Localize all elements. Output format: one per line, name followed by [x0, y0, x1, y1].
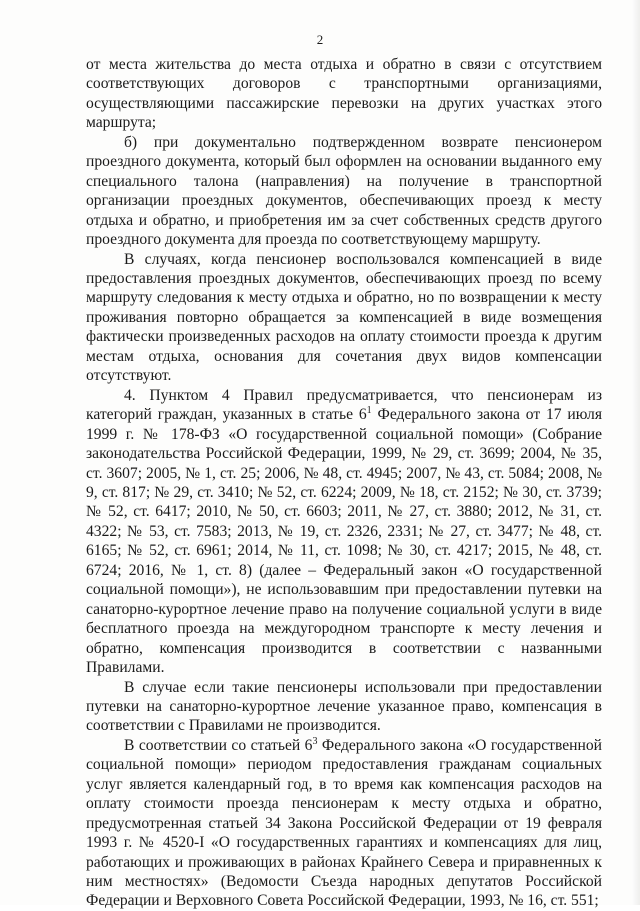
paragraph-combined-compensation	[86, 250, 602, 386]
paragraph-text: В случае если такие пенсионеры использовали при предоставлении путевки на санаторно-курортное лечение указанное право, компенсация в соответствии с Правилами не производится.	[86, 678, 602, 735]
paragraph-article-6-3	[86, 736, 602, 911]
scan-edge-shadow	[632, 0, 640, 905]
paragraph-item-b	[86, 133, 602, 250]
paragraph-text: б) при документально подтвержденном возврате пенсионером проездного документа, который был оформлен на основании выданного ему специального талона (направления) на получение в транспортной организации проездных документов, обеспечивающих проезд к месту отдыха и обратно, и приобретения им за счет собственных средств другого проездного документа для проезда по соответствующему маршруту.	[86, 133, 602, 249]
paragraph-route-continuation	[86, 55, 602, 133]
paragraph-text: Федерального закона «О государственной социальной помощи» периодом предоставления гражданам социальных услуг является календарный год, в то время как компенсация расходов на оплату стоимости проезда пенсионерам к месту отдыха и обратно, предусмотренная статьей 34 Закона Российской Федерации от 19 февраля 1993 г. № 4520-I «О государственных гарантиях и компенсациях для лиц, работающих и проживающих в районах Крайнего Севера и приравненных к ним местностях» (Ведомости Съезда народных депутатов Российской Федерации и Верховного Совета Российской Федерации, 1993, № 16, ст. 551;	[86, 736, 602, 910]
superscript: 3	[312, 735, 318, 747]
paragraph-text: В соответствии со статьей 6	[124, 736, 313, 754]
document-body	[86, 55, 602, 911]
paragraph-text: В случаях, когда пенсионер воспользовался компенсацией в виде предоставления проездных документов, обеспечивающих проезд по всему маршруту следования к месту отдыха и обратно, но по возвращении к месту проживания повторно обращается за компенсацией в виде возмещения фактически произведенных расходов на оплату стоимости проезда к другим местам отдыха, основания для сочетания двух видов компенсации отсутствуют.	[86, 250, 602, 385]
superscript: 1	[366, 404, 372, 416]
paragraph-no-compensation	[86, 678, 602, 736]
paragraph-point-4	[86, 386, 602, 678]
page-number: 2	[316, 32, 324, 47]
paragraph-text: 4. Пунктом 4 Правил предусматривается, что пенсионерам из категорий граждан, указанных в статье 6	[86, 386, 602, 424]
paragraph-text: Федерального закона от 17 июля 1999 г. № 178-ФЗ «О государственной социальной помощи» (Собрание законодательства Российской Федерации, 1999, № 29, ст. 3699; 2004, № 35, ст. 3607; 2005, № 1, ст. 25; 2006, № 48, ст. 4945; 2007, № 43, ст. 5084; 2008, № 9, ст. 817; № 29, ст. 3410; № 52, ст. 6224; 2009, № 18, ст. 2152; № 30, ст. 3739; № 52, ст. 6417; 2010, № 50, ст. 6603; 2011, № 27, ст. 3880; 2012, № 31, ст. 4322; № 53, ст. 7583; 2013, № 19, ст. 2326, 2331; № 27, ст. 3477; № 48, ст. 6165; № 52, ст. 6961; 2014, № 11, ст. 1098; № 30, ст. 4217; 2015, № 48, ст. 6724; 2016, № 1, ст. 8) (далее – Федеральный закон «О государственной социальной помощи»), не использовавшим при предоставлении путевки на санаторно-курортное лечение право на получение социальной услуги в виде бесплатного проезда на междугородном транспорте к месту лечения и обратно, компенсация производится в соответствии с названными Правилами.	[86, 406, 602, 677]
paragraph-text: от места жительства до места отдыха и обратно в связи с отсутствием соответствующих договоров с транспортными организациями, осуществляющими пассажирские перевозки на других участках этого маршрута;	[86, 56, 602, 132]
